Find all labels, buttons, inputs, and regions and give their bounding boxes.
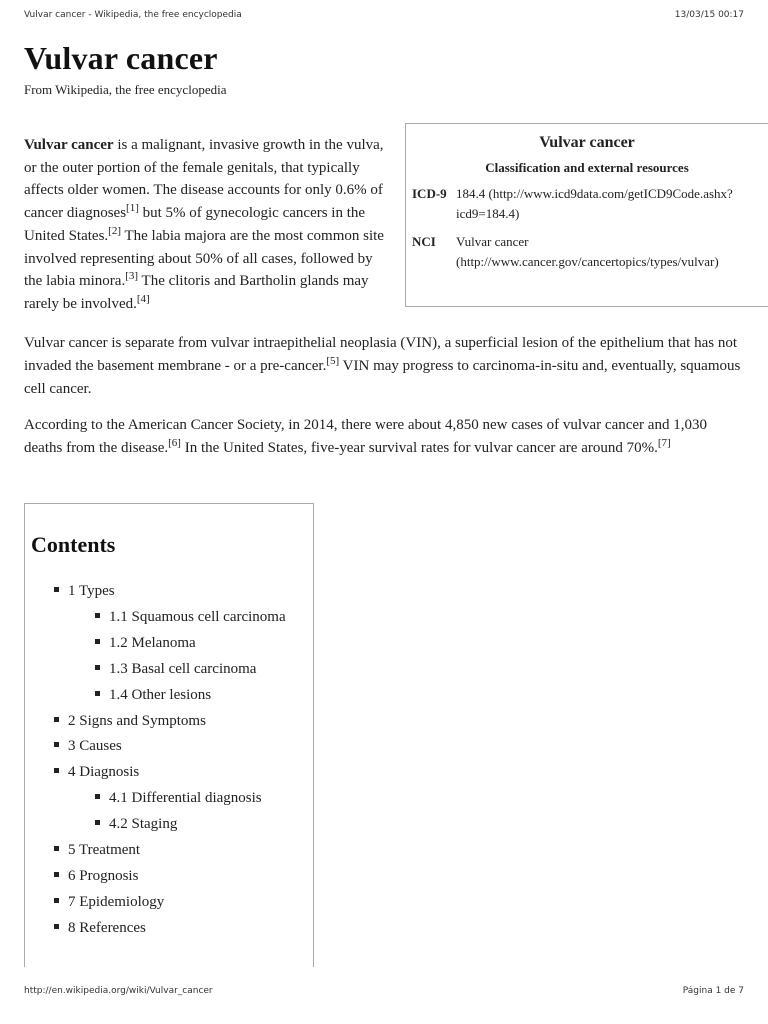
infobox-link-nci[interactable]: Vulvar cancer (http://www.cancer.gov/cancertopics/types/vulvar) (456, 234, 719, 269)
paragraph-vin (24, 332, 744, 401)
citation-1[interactable]: [1] (126, 202, 139, 215)
lead-text-3: The labia majora are the most common site involved representing about 50% of all cases, followed by the labia minora. (24, 227, 384, 290)
p2-text-1: Vulvar cancer is separate from vulvar intraepithelial neoplasia (VIN), a superficial lesion of the epithelium that has not invaded the basement membrane - or a pre-cancer. (24, 335, 738, 374)
bullet-icon (95, 820, 100, 825)
toc-item-label: 1.3 Basal cell carcinoma (109, 660, 257, 677)
toc-item-label: 4.1 Differential diagnosis (109, 790, 262, 807)
toc-item-label: 1 Types (68, 583, 115, 599)
bullet-icon (54, 898, 59, 903)
citation-4[interactable]: [4] (136, 292, 150, 305)
bullet-icon (95, 794, 100, 799)
toc-item-label: 8 References (68, 919, 146, 936)
toc-item-label: 1.2 Melanoma (109, 634, 196, 651)
page-subtitle: From Wikipedia, the free encyclopedia (24, 82, 227, 97)
toc-item[interactable] (54, 894, 164, 911)
toc-item[interactable] (95, 661, 256, 678)
toc-item-label: 7 Epidemiology (68, 893, 165, 910)
infobox-row-nci (406, 232, 768, 272)
bullet-icon (54, 717, 59, 722)
toc-item[interactable] (54, 738, 122, 755)
bullet-icon (54, 742, 59, 747)
page-title: Vulvar cancer (24, 40, 218, 76)
citation-6[interactable]: [6] (168, 437, 181, 449)
print-footer (24, 986, 744, 996)
toc-item[interactable] (54, 764, 139, 781)
lead-text-4: The clitoris and Bartholin glands may rarely be involved. (24, 273, 369, 312)
toc-item[interactable] (95, 687, 211, 704)
toc-item[interactable] (95, 635, 196, 652)
toc-item[interactable] (54, 920, 146, 937)
toc-item[interactable] (54, 842, 140, 859)
bullet-icon (95, 639, 100, 644)
lead-text-2: but 5% of gynecologic cancers in the United States. (24, 205, 366, 244)
p2-text-2: VIN may progress to carcinoma-in-situ and, eventually, squamous cell cancer. (24, 358, 741, 397)
bullet-icon (54, 768, 59, 773)
toc-item[interactable] (95, 790, 262, 807)
print-header (24, 10, 744, 20)
toc-item[interactable] (95, 609, 286, 626)
bullet-icon (54, 587, 59, 592)
infobox (405, 123, 768, 307)
p3-text-1: According to the American Cancer Society, in 2014, there were about 4,850 new cases of vulvar cancer and 1,030 deaths from the disease. (24, 417, 707, 456)
toc-item-label: 6 Prognosis (68, 867, 139, 884)
toc-item-label: 4.2 Staging (109, 816, 178, 833)
infobox-key: NCI (412, 234, 436, 249)
print-footer-url: http://en.wikipedia.org/wiki/Vulvar_cancer (24, 986, 213, 996)
toc-item-label: 4 Diagnosis (68, 764, 140, 781)
toc-item-label: 5 Treatment (68, 842, 141, 858)
citation-2[interactable]: [2] (108, 224, 121, 237)
bullet-icon (54, 872, 59, 877)
infobox-row-icd9 (406, 184, 768, 224)
bullet-icon (54, 846, 59, 851)
citation-3[interactable]: [3] (125, 270, 139, 283)
print-header-datetime: 13/03/15 00:17 (674, 10, 744, 20)
infobox-subtitle: Classification and external resources (485, 160, 689, 175)
lead-text-1: is a malignant, invasive growth in the vulva, or the outer portion of the female genitals, that typically affects older women. The disease accounts for only 0.6% of cancer diagnoses (24, 137, 384, 222)
bullet-icon (54, 924, 59, 929)
bullet-icon (95, 613, 100, 618)
infobox-title: Vulvar cancer (539, 134, 635, 151)
toc-item[interactable] (54, 868, 138, 885)
toc-heading: Contents (31, 532, 116, 557)
bullet-icon (95, 691, 100, 696)
p3-text-2: In the United States, five-year survival rates for vulvar cancer are around 70%. (180, 440, 658, 456)
toc-item-label: 1.1 Squamous cell carcinoma (109, 608, 286, 625)
bullet-icon (95, 665, 100, 670)
infobox-key: ICD-9 (412, 186, 447, 201)
toc-item-label: 3 Causes (68, 738, 122, 755)
citation-5[interactable]: [5] (326, 355, 340, 367)
paragraph-statistics (24, 414, 744, 460)
infobox-link-icd9[interactable]: 184.4 (http://www.icd9data.com/getICD9Code.ashx?icd9=184.4) (456, 186, 733, 221)
citation-7[interactable]: [7] (657, 437, 671, 449)
toc-item[interactable] (95, 816, 177, 833)
print-footer-page: Página 1 de 7 (682, 986, 744, 996)
lead-bold-term: Vulvar cancer (24, 137, 114, 153)
toc-item[interactable] (54, 713, 206, 730)
toc-item[interactable] (54, 583, 115, 600)
toc-item-label: 2 Signs and Symptoms (68, 712, 206, 729)
lead-paragraph (24, 134, 384, 316)
toc-item-label: 1.4 Other lesions (109, 686, 212, 703)
print-header-title: Vulvar cancer - Wikipedia, the free encyclopedia (24, 10, 242, 20)
